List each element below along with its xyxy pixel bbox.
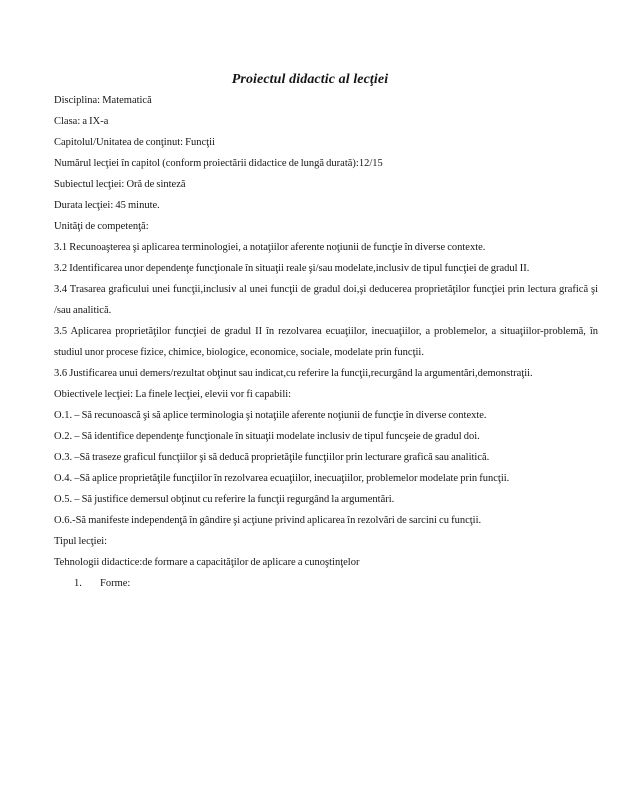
paragraph: 3.4 Trasarea graficului unei funcţii,inclusiv al unei funcţii de gradul doi,şi deducerea proprietăţilor funcţiei prin lectura grafică şi /sau analitică. xyxy=(54,284,598,316)
paragraph: 3.1 Recunoaşterea şi aplicarea terminologiei, a notaţiilor aferente noţiunii de funcţie în diverse contexte. xyxy=(54,242,486,253)
paragraph: Tipul lecţiei: xyxy=(54,536,108,547)
list-item xyxy=(54,573,598,594)
paragraph: Durata lecţiei: 45 minute. xyxy=(54,200,160,211)
paragraph: Disciplina: Matematică xyxy=(54,95,152,106)
paragraph: 3.6 Justificarea unui demers/rezultat obţinut sau indicat,cu referire la funcţii,recurgând la argumentări,demonstraţii. xyxy=(54,368,533,379)
paragraph: Numărul lecţiei în capitol (conform proiectării didactice de lungă durată):12/15 xyxy=(54,158,383,169)
paragraph: Tehnologii didactice:de formare a capacităţilor de aplicare a cunoştinţelor xyxy=(54,557,360,568)
paragraph: O.5. – Să justifice demersul obţinut cu referire la funcţii regurgând la argumentări. xyxy=(54,494,395,505)
paragraph: Obiectivele lecţiei: La finele lecţiei, elevii vor fi capabili: xyxy=(54,389,292,400)
paragraph: 3.5 Aplicarea proprietăţilor funcţiei de gradul II în rezolvarea ecuaţiilor, inecuaţiilor, a problemelor, a situaţiilor-problemă, în studiul unor procese fizice, chimice, biologice, economice, sociale, modelate prin funcţii. xyxy=(54,326,598,358)
document-title: Proiectul didactic al lecţiei xyxy=(231,72,389,87)
document-body xyxy=(54,90,598,594)
paragraph: Clasa: a IX-a xyxy=(54,116,109,127)
paragraph: O.2. – Să identifice dependenţe funcţionale în situaţii modelate inclusiv de tipul funcşeie de gradul doi. xyxy=(54,431,480,442)
list-number: 1. xyxy=(74,578,82,589)
paragraph: Subiectul lecţiei: Oră de sinteză xyxy=(54,179,186,190)
list-text: Forme: xyxy=(100,578,131,589)
paragraph: O.4. –Să aplice proprietăţile funcţiilor în rezolvarea ecuaţiilor, inecuaţiilor, problemelor modelate prin funcţii. xyxy=(54,473,510,484)
paragraph: Unităţi de competenţă: xyxy=(54,221,149,232)
paragraph: Capitolul/Unitatea de conţinut: Funcţii xyxy=(54,137,215,148)
paragraph: O.3. –Să traseze graficul funcţiilor şi să deducă proprietăţile funcţiilor prin lecturare grafică sau analitică. xyxy=(54,452,490,463)
paragraph: O.6.-Să manifeste independenţă în gândire şi acţiune privind aplicarea în rezolvări de sarcini cu funcţii. xyxy=(54,515,482,526)
paragraph: O.1. – Să recunoască şi să aplice terminologia şi notaţiile aferente noţiunii de funcţie în diverse contexte. xyxy=(54,410,487,421)
paragraph: 3.2 Identificarea unor dependenţe funcţionale în situaţii reale şi/sau modelate,inclusiv de tipul funcţiei de gradul II. xyxy=(54,263,530,274)
